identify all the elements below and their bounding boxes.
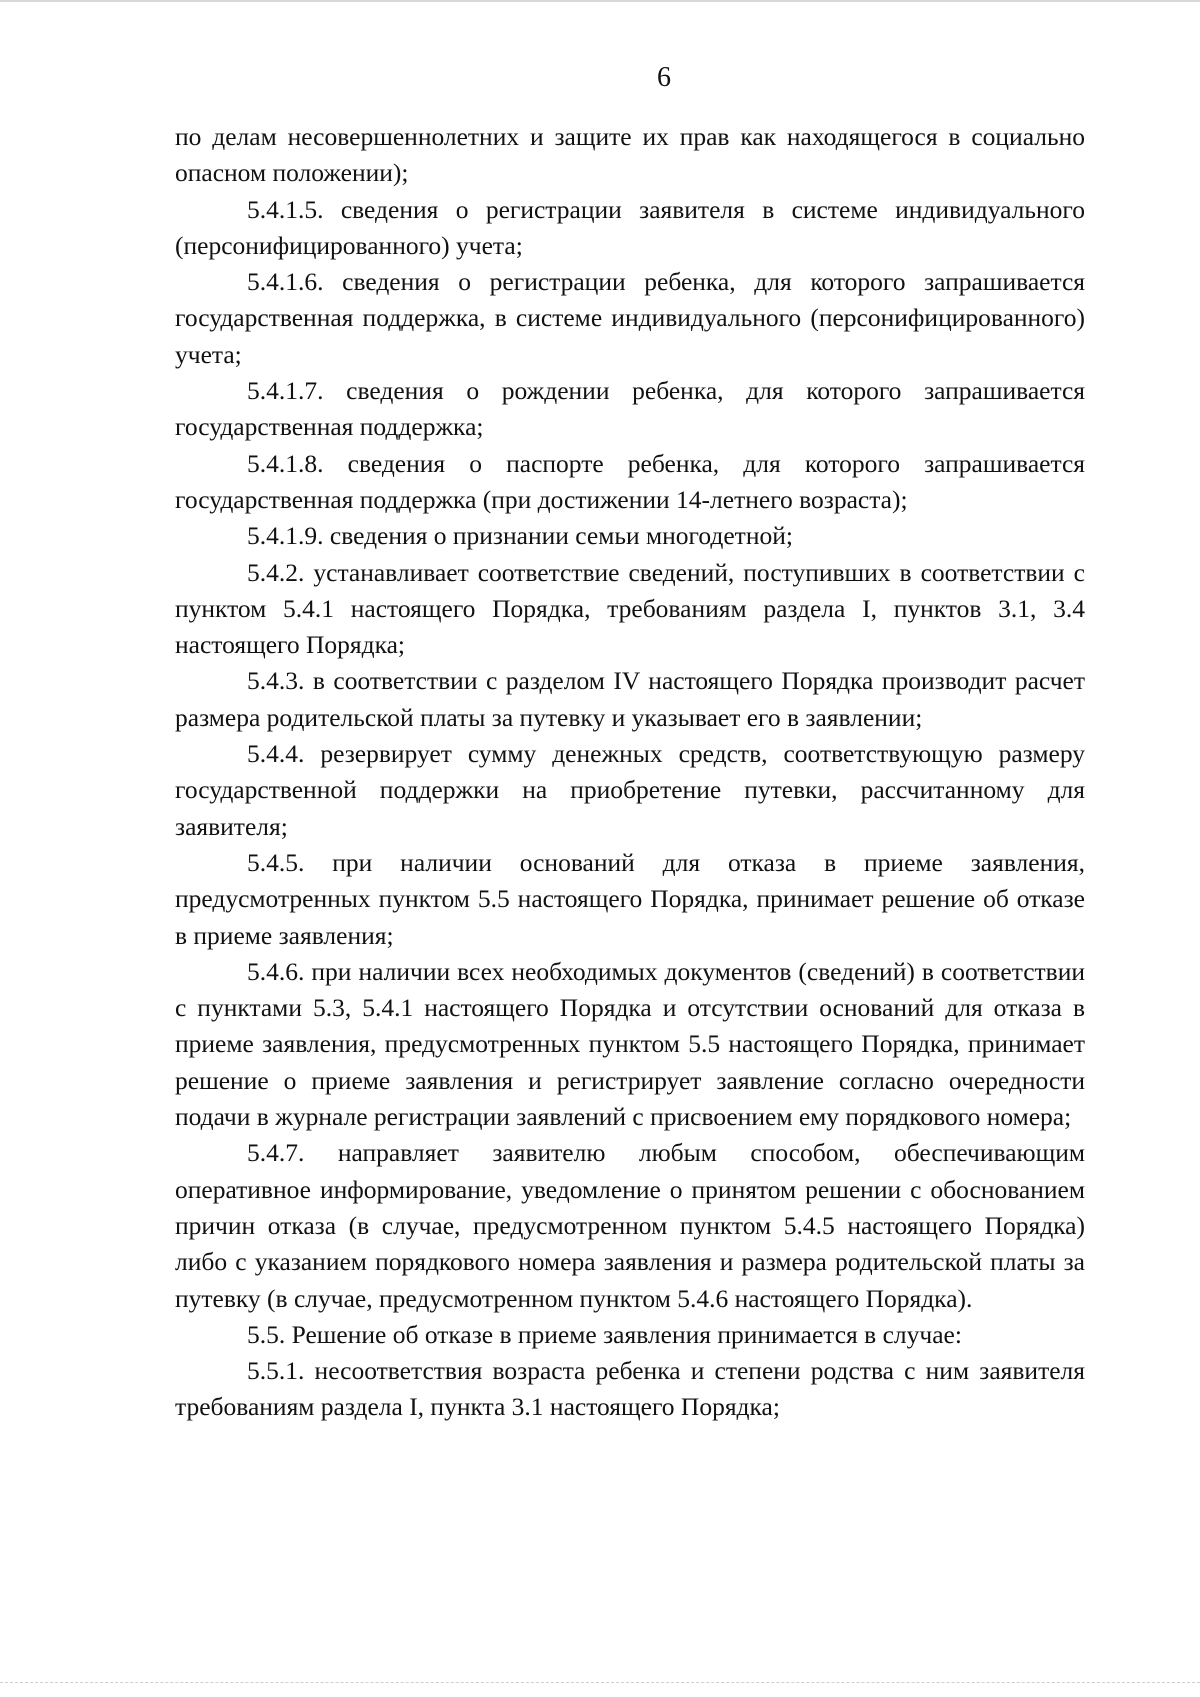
paragraph-5-4-1-5: 5.4.1.5. сведения о регистрации заявителя в системе индивидуального (персонифицированного) учета; — [175, 194, 1085, 260]
scan-edge-top — [0, 0, 1200, 2]
paragraph-5-4-7: 5.4.7. направляет заявителю любым способом, обеспечивающим оперативное информирование, уведомление о принятом решении с обоснованием причин отказа (в случае, предусмотренном пунктом 5.4.5 настоящего Порядка) либо с указанием порядкового номера заявления и размера родительской платы за путевку (в случае, предусмотренном пунктом 5.4.6 настоящего Порядка). — [175, 1138, 1085, 1313]
page-number: 6 — [657, 62, 671, 93]
paragraph-5-4-6: 5.4.6. при наличии всех необходимых документов (сведений) в соответствии с пунктами 5.3, 5.4.1 настоящего Порядка и отсутствии оснований для отказа в приеме заявления, предусмотренных пунктом 5.5 настоящего Порядка, принимает решение о приеме заявления и регистрирует заявление согласно очередности подачи в журнале регистрации заявлений с присвоением ему порядкового номера; — [175, 956, 1085, 1132]
scan-edge-bottom — [0, 1682, 1200, 1685]
paragraph-5-4-5: 5.4.5. при наличии оснований для отказа в приеме заявления, предусмотренных пунктом 5.5 настоящего Порядка, принимает решение об отказе в приеме заявления; — [175, 847, 1085, 950]
paragraph-5-5-1: 5.5.1. несоответствия возраста ребенка и степени родства с ним заявителя требованиям раздела I, пункта 3.1 настоящего Порядка; — [175, 1356, 1085, 1422]
paragraph-5-4-1-7: 5.4.1.7. сведения о рождении ребенка, для которого запрашивается государственная поддержка; — [175, 376, 1085, 442]
paragraph-5-4-3: 5.4.3. в соответствии с разделом IV настоящего Порядка производит расчет размера родительской платы за путевку и указывает его в заявлении; — [175, 666, 1085, 732]
paragraph-5-5: 5.5. Решение об отказе в приеме заявления принимается в случае: — [247, 1319, 962, 1349]
document-body — [175, 119, 1085, 1426]
paragraph-5-4-1-8: 5.4.1.8. сведения о паспорте ребенка, для которого запрашивается государственная поддержка (при достижении 14-летнего возраста); — [175, 448, 1085, 514]
paragraph-5-4-1-6: 5.4.1.6. сведения о регистрации ребенка, для которого запрашивается государственная поддержка, в системе индивидуального (персонифицированного) учета; — [175, 267, 1085, 369]
paragraph-5-4-2: 5.4.2. устанавливает соответствие сведений, поступивших в соответствии с пунктом 5.4.1 настоящего Порядка, требованиям раздела I, пунктов 3.1, 3.4 настоящего Порядка; — [175, 557, 1085, 660]
paragraph-continuation: по делам несовершеннолетних и защите их прав как находящегося в социально опасном положении); — [175, 122, 1085, 188]
paragraph-5-4-4: 5.4.4. резервирует сумму денежных средств, соответствующую размеру государственной поддержки на приобретение путевки, рассчитанному для заявителя; — [175, 739, 1085, 841]
paragraph-5-4-1-9: 5.4.1.9. сведения о признании семьи многодетной; — [247, 521, 793, 551]
